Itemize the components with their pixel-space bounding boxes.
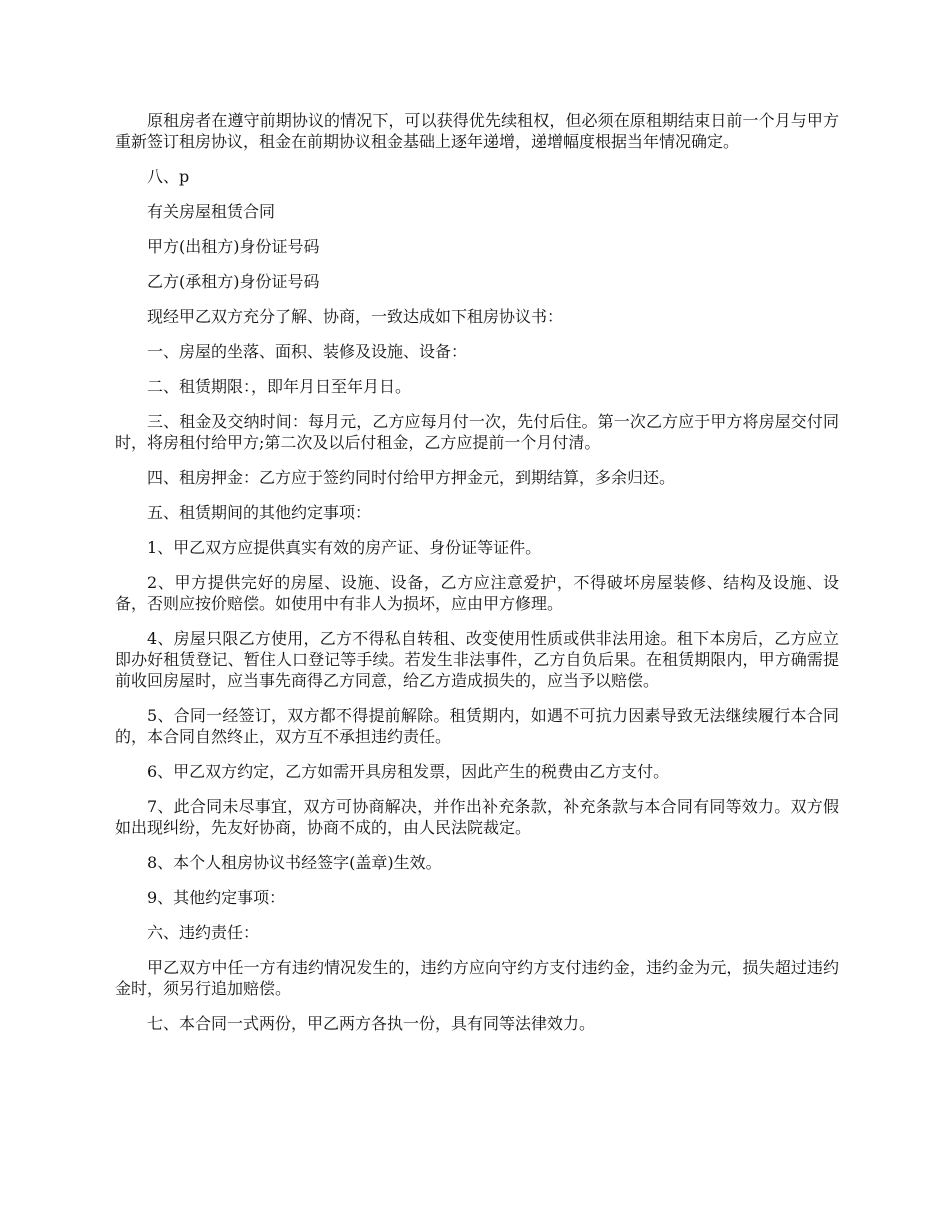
paragraph-clause-1: 一、房屋的坐落、面积、装修及设施、设备： xyxy=(147,342,468,361)
paragraph-renewal: 原租房者在遵守前期协议的情况下，可以获得优先续租权，但必须在原租期结束日前一个月与甲方重新签订租房协议，租金在前期协议租金基础上逐年递增，递增幅度根据当年情况确定。 xyxy=(115,111,839,151)
paragraph-item-8: 8、本个人租房协议书经签字(盖章)生效。 xyxy=(147,853,442,872)
paragraph-clause-6: 六、违约责任： xyxy=(147,923,260,942)
paragraph-clause-3: 三、租金及交纳时间：每月元，乙方应每月付一次，先付后住。第一次乙方应于甲方将房屋交付同时，将房租付给甲方;第二次及以后付租金，乙方应提前一个月付清。 xyxy=(115,412,839,452)
paragraph-item-2: 2、甲方提供完好的房屋、设施、设备，乙方应注意爱护，不得破坏房屋装修、结构及设施、设备，否则应按价赔偿。如使用中有非人为损坏，应由甲方修理。 xyxy=(115,573,839,613)
paragraph-item-9: 9、其他约定事项： xyxy=(147,888,286,907)
paragraph-item-1: 1、甲乙双方应提供真实有效的房产证、身份证等证件。 xyxy=(147,538,542,557)
paragraph-clause-7: 七、本合同一式两份，甲乙两方各执一份，具有同等法律效力。 xyxy=(147,1014,596,1033)
paragraph-clause-2: 二、租赁期限：，即年月日至年月日。 xyxy=(147,377,412,396)
paragraph-contract-title: 有关房屋租赁合同 xyxy=(147,202,276,221)
paragraph-breach-terms: 甲乙双方中任一方有违约情况发生的，违约方应向守约方支付违约金，违约金为元，损失超过违约金时，须另行追加赔偿。 xyxy=(115,958,839,998)
paragraph-party-b: 乙方(承租方)身份证号码 xyxy=(147,272,320,291)
paragraph-party-a: 甲方(出租方)身份证号码 xyxy=(147,237,320,256)
paragraph-agreement-intro: 现经甲乙双方充分了解、协商，一致达成如下租房协议书： xyxy=(147,307,564,326)
paragraph-clause-5: 五、租赁期间的其他约定事项： xyxy=(147,503,372,522)
paragraph-item-5: 5、合同一经签订，双方都不得提前解除。租赁期内，如遇不可抗力因素导致无法继续履行本合同的，本合同自然终止，双方互不承担违约责任。 xyxy=(115,706,839,746)
document-body xyxy=(115,110,839,1048)
paragraph-section-8: 八、p xyxy=(147,167,190,186)
paragraph-item-4: 4、房屋只限乙方使用，乙方不得私自转租、改变使用性质或供非法用途。租下本房后，乙方应立即办好租赁登记、暂住人口登记等手续。若发生非法事件，乙方自负后果。在租赁期限内，甲方确需提前收回房屋时，应当事先商得乙方同意，给乙方造成损失的，应当予以赔偿。 xyxy=(115,629,839,690)
paragraph-item-7: 7、此合同未尽事宜，双方可协商解决，并作出补充条款，补充条款与本合同有同等效力。双方假如出现纠纷，先友好协商，协商不成的，由人民法院裁定。 xyxy=(115,797,839,837)
paragraph-item-6: 6、甲乙双方约定，乙方如需开具房租发票，因此产生的税费由乙方支付。 xyxy=(147,762,670,781)
paragraph-clause-4: 四、租房押金：乙方应于签约同时付给甲方押金元，到期结算，多余归还。 xyxy=(147,468,676,487)
